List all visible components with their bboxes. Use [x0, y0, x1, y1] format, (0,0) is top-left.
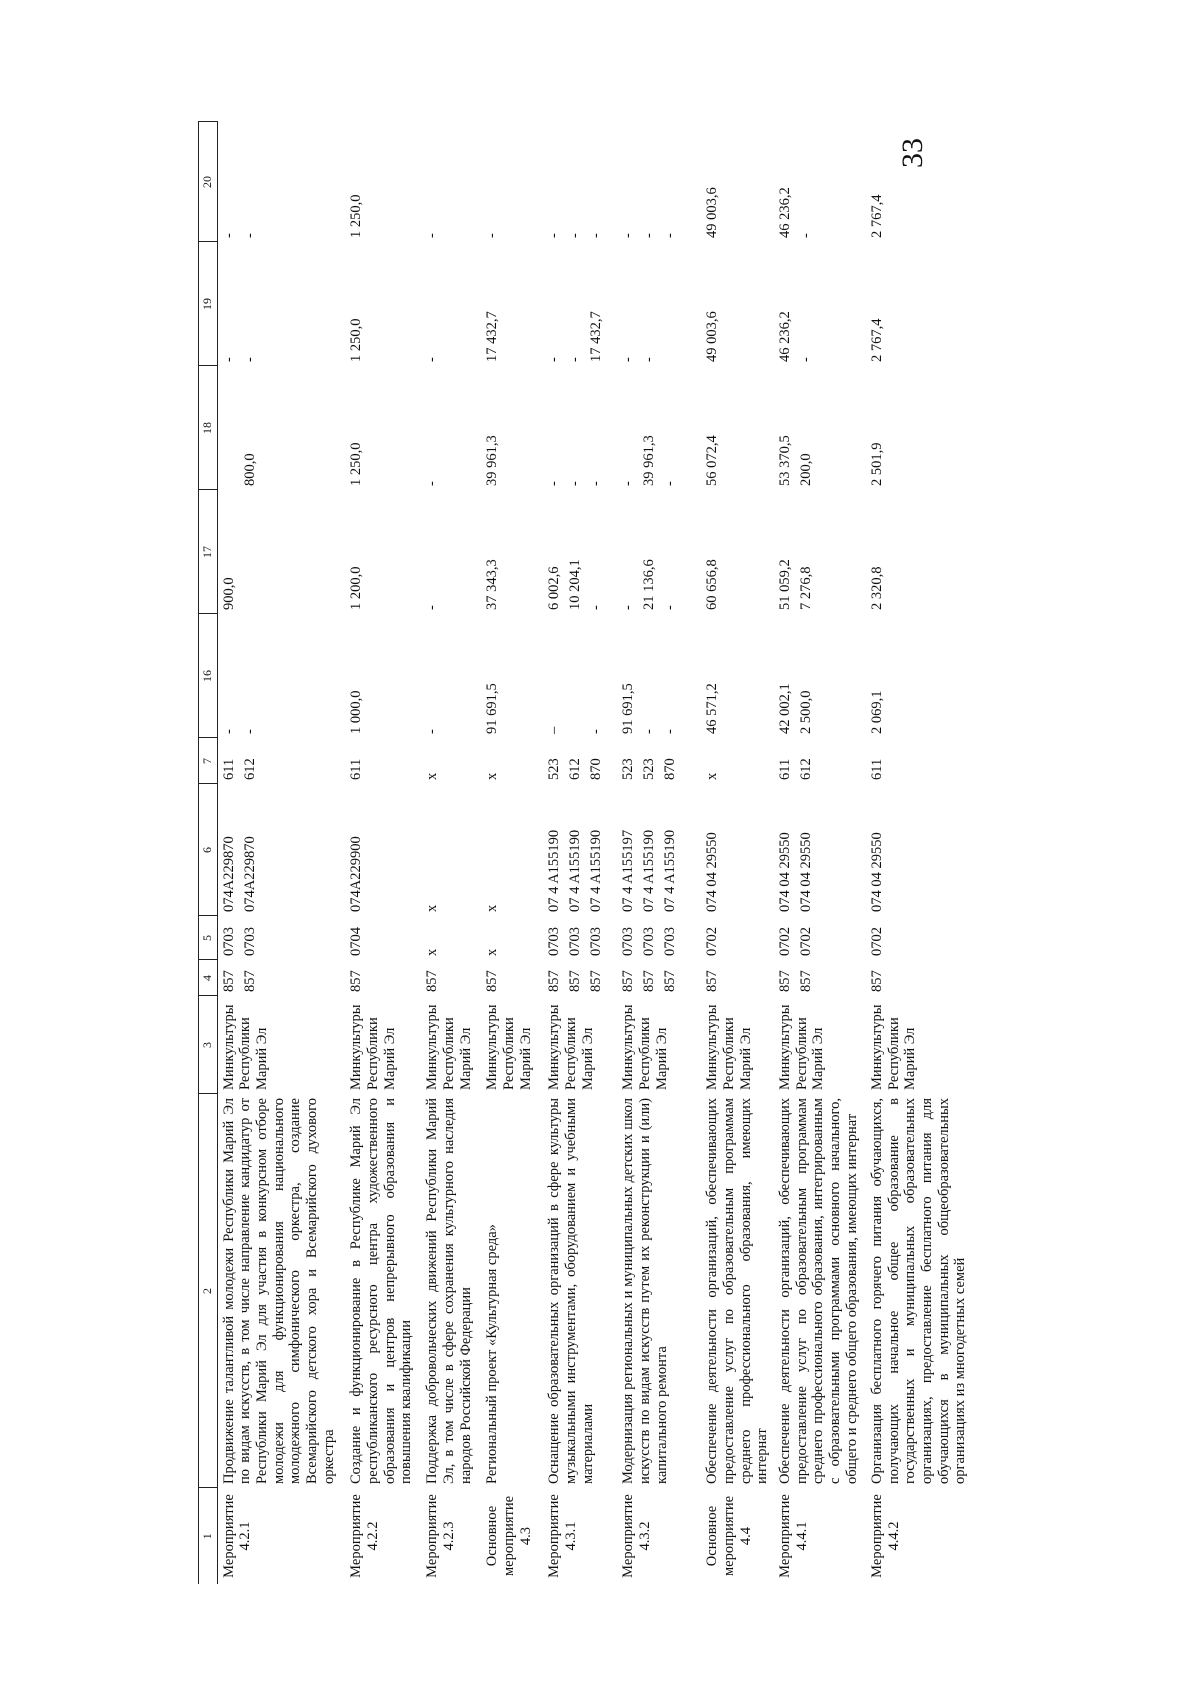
year-2018-cell [421, 366, 481, 490]
row-code-cell: Мероприятие 4.4.2 [868, 1494, 902, 1578]
header-cell: 2 [199, 1094, 218, 1488]
rotated-table-container [198, 122, 969, 1584]
vr-cell [617, 738, 701, 784]
table-row [774, 122, 866, 1584]
year-2017-cell [421, 490, 481, 614]
vr-cell-value: 611 [868, 758, 885, 780]
year-2020-cell-value: 46 236,2 [776, 187, 793, 238]
csr-cell-value: 07 4 A155190 [588, 829, 605, 912]
year-2016-cell-value: - [662, 729, 679, 734]
grbs-cell-value: 857 [241, 970, 258, 992]
page-number: 33 [896, 138, 929, 168]
year-2016-cell-value: 1 000,0 [348, 690, 365, 734]
row-executor-cell: Минкультуры Республики Марий Эл [348, 1004, 398, 1090]
csr-cell-value: 074 04 29550 [868, 832, 885, 912]
year-2019-cell-value: - [797, 357, 814, 362]
year-2018-cell [345, 366, 421, 490]
year-2019-cell-value: 2 767,4 [868, 318, 885, 362]
grbs-cell [701, 960, 774, 996]
grbs-cell-value: 857 [662, 970, 679, 992]
vr-cell-value: х [704, 772, 721, 780]
year-2019-cell [345, 242, 421, 366]
row-description-cell: Создание и функционирование в Республике Марий Эл республиканского ресурсного центра художественного образования и центров непрерывного образования и повышения квалификации [348, 1098, 415, 1484]
row-description-cell: Модернизация региональных и муниципальных детских школ искусств по видам искусств путем их реконструкции и (или) капитального ремонта [620, 1098, 670, 1484]
csr-cell [421, 784, 481, 916]
year-2017-cell-value: 60 656,8 [704, 559, 721, 610]
year-2018-cell-value: 39 961,3 [641, 435, 658, 486]
year-2017-cell [345, 490, 421, 614]
year-2017-cell [481, 490, 543, 614]
year-2018-cell [481, 366, 543, 490]
year-2020-cell-value: 49 003,6 [704, 187, 721, 238]
year-2017-cell [866, 490, 972, 614]
csr-cell-value: 07 4 A155190 [567, 829, 584, 912]
csr-cell-value: 074A229870 [241, 836, 258, 912]
header-cell: 16 [199, 614, 218, 738]
header-cell: 1 [199, 1488, 218, 1584]
row-code-cell: Мероприятие 4.3.1 [546, 1494, 579, 1578]
year-2018-cell-value [221, 370, 239, 486]
year-2018-cell [774, 366, 866, 490]
year-2016-cell-value: - [424, 729, 441, 734]
year-2016-cell-value: - [241, 729, 258, 734]
grbs-cell [217, 960, 345, 996]
year-2017-cell-value: - [588, 605, 605, 610]
year-2016-cell [866, 614, 972, 738]
year-2016-cell [774, 614, 866, 738]
rzpr-cell [421, 916, 481, 960]
year-2016-cell [481, 614, 543, 738]
year-2018-cell [617, 366, 701, 490]
row-executor-cell: Минкультуры Республики Марий Эл [868, 1004, 919, 1090]
year-2017-cell-value: 6 002,6 [546, 566, 563, 610]
row-executor-cell: Минкультуры Республики Марий Эл [484, 1004, 534, 1090]
rzpr-cell [543, 916, 617, 960]
csr-cell [481, 784, 543, 916]
csr-cell-value: 074A229900 [348, 836, 365, 912]
year-2020-cell-value: 1 250,0 [348, 194, 365, 238]
grbs-cell-value: 857 [567, 970, 584, 992]
header-cell: 19 [199, 242, 218, 366]
year-2017-cell [617, 490, 701, 614]
year-2020-cell [617, 122, 701, 242]
year-2019-cell-value: - [567, 357, 584, 362]
csr-cell-value: 074A229870 [220, 836, 237, 912]
vr-cell-value: 611 [220, 758, 237, 780]
csr-cell-value: 07 4 A155190 [641, 829, 658, 912]
year-2018-cell-value: - [567, 481, 584, 486]
vr-cell-value: 870 [662, 758, 679, 780]
rzpr-cell [345, 916, 421, 960]
row-executor-cell: Минкультуры Республики Марий Эл [220, 1004, 271, 1090]
header-cell: 5 [199, 916, 218, 960]
csr-cell [701, 784, 774, 916]
vr-cell-value: 523 [546, 758, 563, 780]
year-2016-cell-value: - [220, 729, 237, 734]
grbs-cell-value: 857 [588, 970, 605, 992]
year-2020-cell-value: - [797, 233, 814, 238]
rzpr-cell [481, 916, 543, 960]
csr-cell-value: х [484, 904, 501, 912]
year-2019-cell-value: 17 432,7 [484, 311, 501, 362]
year-2016-cell-value: 2 069,1 [868, 690, 885, 734]
vr-cell-value: х [424, 772, 441, 780]
vr-cell-value: х [484, 772, 501, 780]
year-2019-cell-value: 1 250,0 [348, 318, 365, 362]
year-2018-cell-value: - [546, 481, 563, 486]
year-2016-cell [345, 614, 421, 738]
year-2019-cell-value: 17 432,7 [588, 311, 605, 362]
vr-cell [543, 738, 617, 784]
year-2017-cell-value: 1 200,0 [348, 566, 365, 610]
year-2018-cell [866, 366, 972, 490]
year-2017-cell [217, 490, 345, 614]
year-2019-cell [617, 242, 701, 366]
vr-cell [345, 738, 421, 784]
vr-cell [481, 738, 543, 784]
year-2017-cell-value: 7 276,8 [797, 566, 814, 610]
year-2017-cell-value [242, 494, 260, 610]
grbs-cell [774, 960, 866, 996]
row-description-cell: Оснащение образовательных организаций в сфере культуры музыкальными инструментами, оборудованием и учебными материалами [546, 1098, 596, 1484]
year-2018-cell-value: - [588, 481, 605, 486]
row-description-cell: Поддержка добровольческих движений Республики Марий Эл, в том числе в сфере сохранения культурного наследия народов Российской Федерации [424, 1098, 474, 1484]
rzpr-cell-value: 0703 [220, 927, 237, 956]
year-2020-cell [701, 122, 774, 242]
rzpr-cell-value: 0703 [546, 927, 563, 956]
year-2017-cell-value: - [620, 605, 637, 610]
csr-cell [345, 784, 421, 916]
grbs-cell-value: 857 [484, 970, 501, 992]
rzpr-cell-value: х [424, 948, 441, 956]
year-2016-cell [543, 614, 617, 738]
grbs-cell-value: 857 [797, 970, 814, 992]
year-2019-cell [481, 242, 543, 366]
header-cell: 6 [199, 784, 218, 916]
grbs-cell-value: 857 [220, 970, 237, 992]
grbs-cell-value: 857 [546, 970, 563, 992]
vr-cell [866, 738, 972, 784]
table-row [421, 122, 481, 1584]
year-2016-cell-value: - [641, 729, 658, 734]
year-2020-cell-value: 2 767,4 [868, 194, 885, 238]
year-2019-cell-value: - [424, 357, 441, 362]
vr-cell-value: 612 [567, 758, 584, 780]
year-2019-cell-value: 49 003,6 [704, 311, 721, 362]
rzpr-cell-value: 0703 [588, 927, 605, 956]
year-2017-cell-value: 2 320,8 [868, 566, 885, 610]
year-2016-cell-value: 2 500,0 [797, 690, 814, 734]
year-2020-cell-value: - [484, 233, 501, 238]
year-2017-cell-value: 10 204,1 [567, 559, 584, 610]
year-2019-cell-value: - [220, 357, 237, 362]
rzpr-cell-value: 0703 [662, 927, 679, 956]
table-row [543, 122, 617, 1584]
vr-cell [421, 738, 481, 784]
csr-cell [866, 784, 972, 916]
rzpr-cell [701, 916, 774, 960]
table-row [345, 122, 421, 1584]
year-2019-cell-value: - [620, 357, 637, 362]
row-code-cell: Мероприятие 4.3.2 [620, 1494, 653, 1578]
rzpr-cell [866, 916, 972, 960]
year-2020-cell-value: - [620, 233, 637, 238]
vr-cell [774, 738, 866, 784]
vr-cell-value: 523 [620, 758, 637, 780]
vr-cell-value: 870 [588, 758, 605, 780]
row-executor-cell: Минкультуры Республики Марий Эл [424, 1004, 474, 1090]
csr-cell-value: 074 04 29550 [704, 832, 721, 912]
rzpr-cell-value: х [484, 948, 501, 956]
row-code-cell: Мероприятие 4.2.2 [348, 1494, 381, 1578]
header-cell: 4 [199, 960, 218, 996]
grbs-cell-value: 857 [868, 970, 885, 992]
row-description-cell: Региональный проект «Культурная среда» [484, 1224, 501, 1484]
grbs-cell [421, 960, 481, 996]
year-2017-cell-value: 51 059,2 [776, 559, 793, 610]
grbs-cell [543, 960, 617, 996]
year-2020-cell [543, 122, 617, 242]
rzpr-cell [617, 916, 701, 960]
header-cell: 7 [199, 738, 218, 784]
year-2018-cell [701, 366, 774, 490]
grbs-cell-value: 857 [620, 970, 637, 992]
row-code-cell: Мероприятие 4.2.3 [424, 1494, 457, 1578]
row-executor-cell: Минкультуры Республики Марий Эл [704, 1004, 754, 1090]
rzpr-cell-value: 0702 [868, 927, 885, 956]
year-2018-cell-value: 1 250,0 [348, 442, 365, 486]
year-2017-cell-value: 900,0 [220, 577, 237, 610]
row-executor-cell: Минкультуры Республики Марий Эл [776, 1004, 827, 1090]
year-2018-cell-value: 39 961,3 [484, 435, 501, 486]
year-2016-cell-value: – [546, 726, 563, 734]
rzpr-cell-value: 0704 [348, 927, 365, 956]
year-2017-cell [543, 490, 617, 614]
row-code-cell: Основное мероприятие 4.4 [704, 1495, 754, 1577]
rzpr-cell-value: 0702 [704, 927, 721, 956]
year-2018-cell-value: 800,0 [241, 453, 258, 486]
rzpr-cell-value: 0702 [776, 927, 793, 956]
year-2019-cell [543, 242, 617, 366]
csr-cell-value: х [424, 904, 441, 912]
year-2020-cell [481, 122, 543, 242]
header-cell: 20 [199, 122, 218, 242]
year-2019-cell-value: 46 236,2 [776, 311, 793, 362]
year-2018-cell-value: 2 501,9 [868, 442, 885, 486]
table-row [866, 122, 972, 1584]
year-2020-cell [421, 122, 481, 242]
year-2020-cell-value: - [424, 233, 441, 238]
grbs-cell [481, 960, 543, 996]
year-2018-cell-value: - [662, 481, 679, 486]
grbs-cell-value: 857 [776, 970, 793, 992]
row-description-cell: Обеспечение деятельности организаций, обеспечивающих предоставление услуг по образовательным программам среднего профессионального образования, имеющих интернат [704, 1098, 771, 1484]
year-2016-cell-value [567, 618, 585, 734]
year-2020-cell [866, 122, 972, 242]
rzpr-cell-value: 0703 [567, 927, 584, 956]
csr-cell-value: 07 4 A155190 [546, 829, 563, 912]
year-2020-cell-value: - [220, 233, 237, 238]
grbs-cell-value: 857 [641, 970, 658, 992]
table-row [617, 122, 701, 1584]
rzpr-cell-value: 0703 [641, 927, 658, 956]
csr-cell [543, 784, 617, 916]
year-2016-cell-value: - [588, 729, 605, 734]
rzpr-cell-value: 0703 [241, 927, 258, 956]
year-2017-cell-value: - [662, 605, 679, 610]
csr-cell [774, 784, 866, 916]
table-row [701, 122, 774, 1584]
vr-cell-value: 611 [348, 758, 365, 780]
year-2019-cell-value: - [546, 357, 563, 362]
header-cell: 18 [199, 366, 218, 490]
year-2020-cell-value: - [588, 233, 605, 238]
row-description-cell: Обеспечение деятельности организаций, обеспечивающих предоставление услуг по образовательным программам среднего профессионального образования, интегрированным с образовательными программами основного начального, общего и среднего общего образования, имеющих интернат [776, 1098, 860, 1484]
year-2020-cell-value: - [546, 233, 563, 238]
grbs-cell-value: 857 [704, 970, 721, 992]
year-2016-cell-value: 42 002,1 [776, 683, 793, 734]
grbs-cell [345, 960, 421, 996]
vr-cell [701, 738, 774, 784]
year-2016-cell-value: 91 691,5 [484, 683, 501, 734]
year-2016-cell [421, 614, 481, 738]
year-2017-cell-value: 37 343,3 [484, 559, 501, 610]
year-2016-cell [617, 614, 701, 738]
vr-cell-value: 523 [641, 758, 658, 780]
year-2016-cell-value: 46 571,2 [704, 683, 721, 734]
year-2020-cell-value: - [567, 233, 584, 238]
year-2019-cell [866, 242, 972, 366]
rzpr-cell [774, 916, 866, 960]
row-code-cell: Мероприятие 4.2.1 [220, 1494, 254, 1578]
year-2018-cell-value: 200,0 [797, 453, 814, 486]
year-2019-cell-value [662, 246, 680, 362]
header-row [199, 122, 218, 1584]
grbs-cell-value: 857 [424, 970, 441, 992]
year-2019-cell [217, 242, 345, 366]
row-code-cell: Основное мероприятие 4.3 [484, 1495, 534, 1577]
vr-cell [217, 738, 345, 784]
year-2017-cell-value: - [424, 605, 441, 610]
year-2019-cell-value: - [641, 357, 658, 362]
year-2018-cell-value: 56 072,4 [704, 435, 721, 486]
csr-cell-value: 074 04 29550 [797, 832, 814, 912]
rzpr-cell-value: 0703 [620, 927, 637, 956]
row-executor-cell: Минкультуры Республики Марий Эл [546, 1004, 596, 1090]
header-cell: 3 [199, 996, 218, 1094]
year-2016-cell-value: 91 691,5 [620, 683, 637, 734]
csr-cell-value: 07 4 A155190 [662, 829, 679, 912]
grbs-cell [617, 960, 701, 996]
vr-cell-value: 612 [797, 758, 814, 780]
row-code-cell: Мероприятие 4.4.1 [776, 1494, 810, 1578]
year-2018-cell [543, 366, 617, 490]
header-cell: 17 [199, 490, 218, 614]
year-2020-cell [345, 122, 421, 242]
year-2017-cell [701, 490, 774, 614]
vr-cell-value: 611 [776, 758, 793, 780]
year-2020-cell-value: - [662, 233, 679, 238]
year-2019-cell-value: - [241, 357, 258, 362]
vr-cell-value: 612 [241, 758, 258, 780]
year-2018-cell-value: - [424, 481, 441, 486]
year-2018-cell-value: - [620, 481, 637, 486]
grbs-cell [866, 960, 972, 996]
rzpr-cell [217, 916, 345, 960]
csr-cell [617, 784, 701, 916]
year-2016-cell [217, 614, 345, 738]
table-row [217, 122, 345, 1584]
row-description-cell: Организация бесплатного горячего питания обучающихся, получающих начальное общее образование в государственных и муниципальных образовательных организациях, предоставление бесплатного питания для обучающихся в муниципальных общеобразовательных организациях из многодетных семей [868, 1098, 969, 1484]
year-2017-cell-value: 21 136,6 [641, 559, 658, 610]
csr-cell-value: 074 04 29550 [776, 832, 793, 912]
csr-cell [217, 784, 345, 916]
grbs-cell-value: 857 [348, 970, 365, 992]
year-2017-cell [774, 490, 866, 614]
year-2018-cell [217, 366, 345, 490]
year-2016-cell [701, 614, 774, 738]
year-2020-cell-value: - [641, 233, 658, 238]
rzpr-cell-value: 0702 [797, 927, 814, 956]
csr-cell-value: 07 4 A155197 [620, 829, 637, 912]
year-2018-cell-value: 53 370,5 [776, 435, 793, 486]
year-2020-cell-value: - [241, 233, 258, 238]
year-2019-cell [421, 242, 481, 366]
row-executor-cell: Минкультуры Республики Марий Эл [620, 1004, 670, 1090]
year-2019-cell [774, 242, 866, 366]
table-row [481, 122, 543, 1584]
year-2020-cell [217, 122, 345, 242]
row-description-cell: Продвижение талантливой молодежи Республики Марий Эл по видам искусств, в том числе направление кандидатур от Республики Марий Эл для участия в конкурсном отборе молодежи для функционирования национального молодежного симфонического оркестра, создание Всемарийского детского хора и Всемарийского духового оркестра [220, 1098, 337, 1484]
year-2020-cell [774, 122, 866, 242]
budget-table [198, 122, 972, 1585]
year-2019-cell [701, 242, 774, 366]
